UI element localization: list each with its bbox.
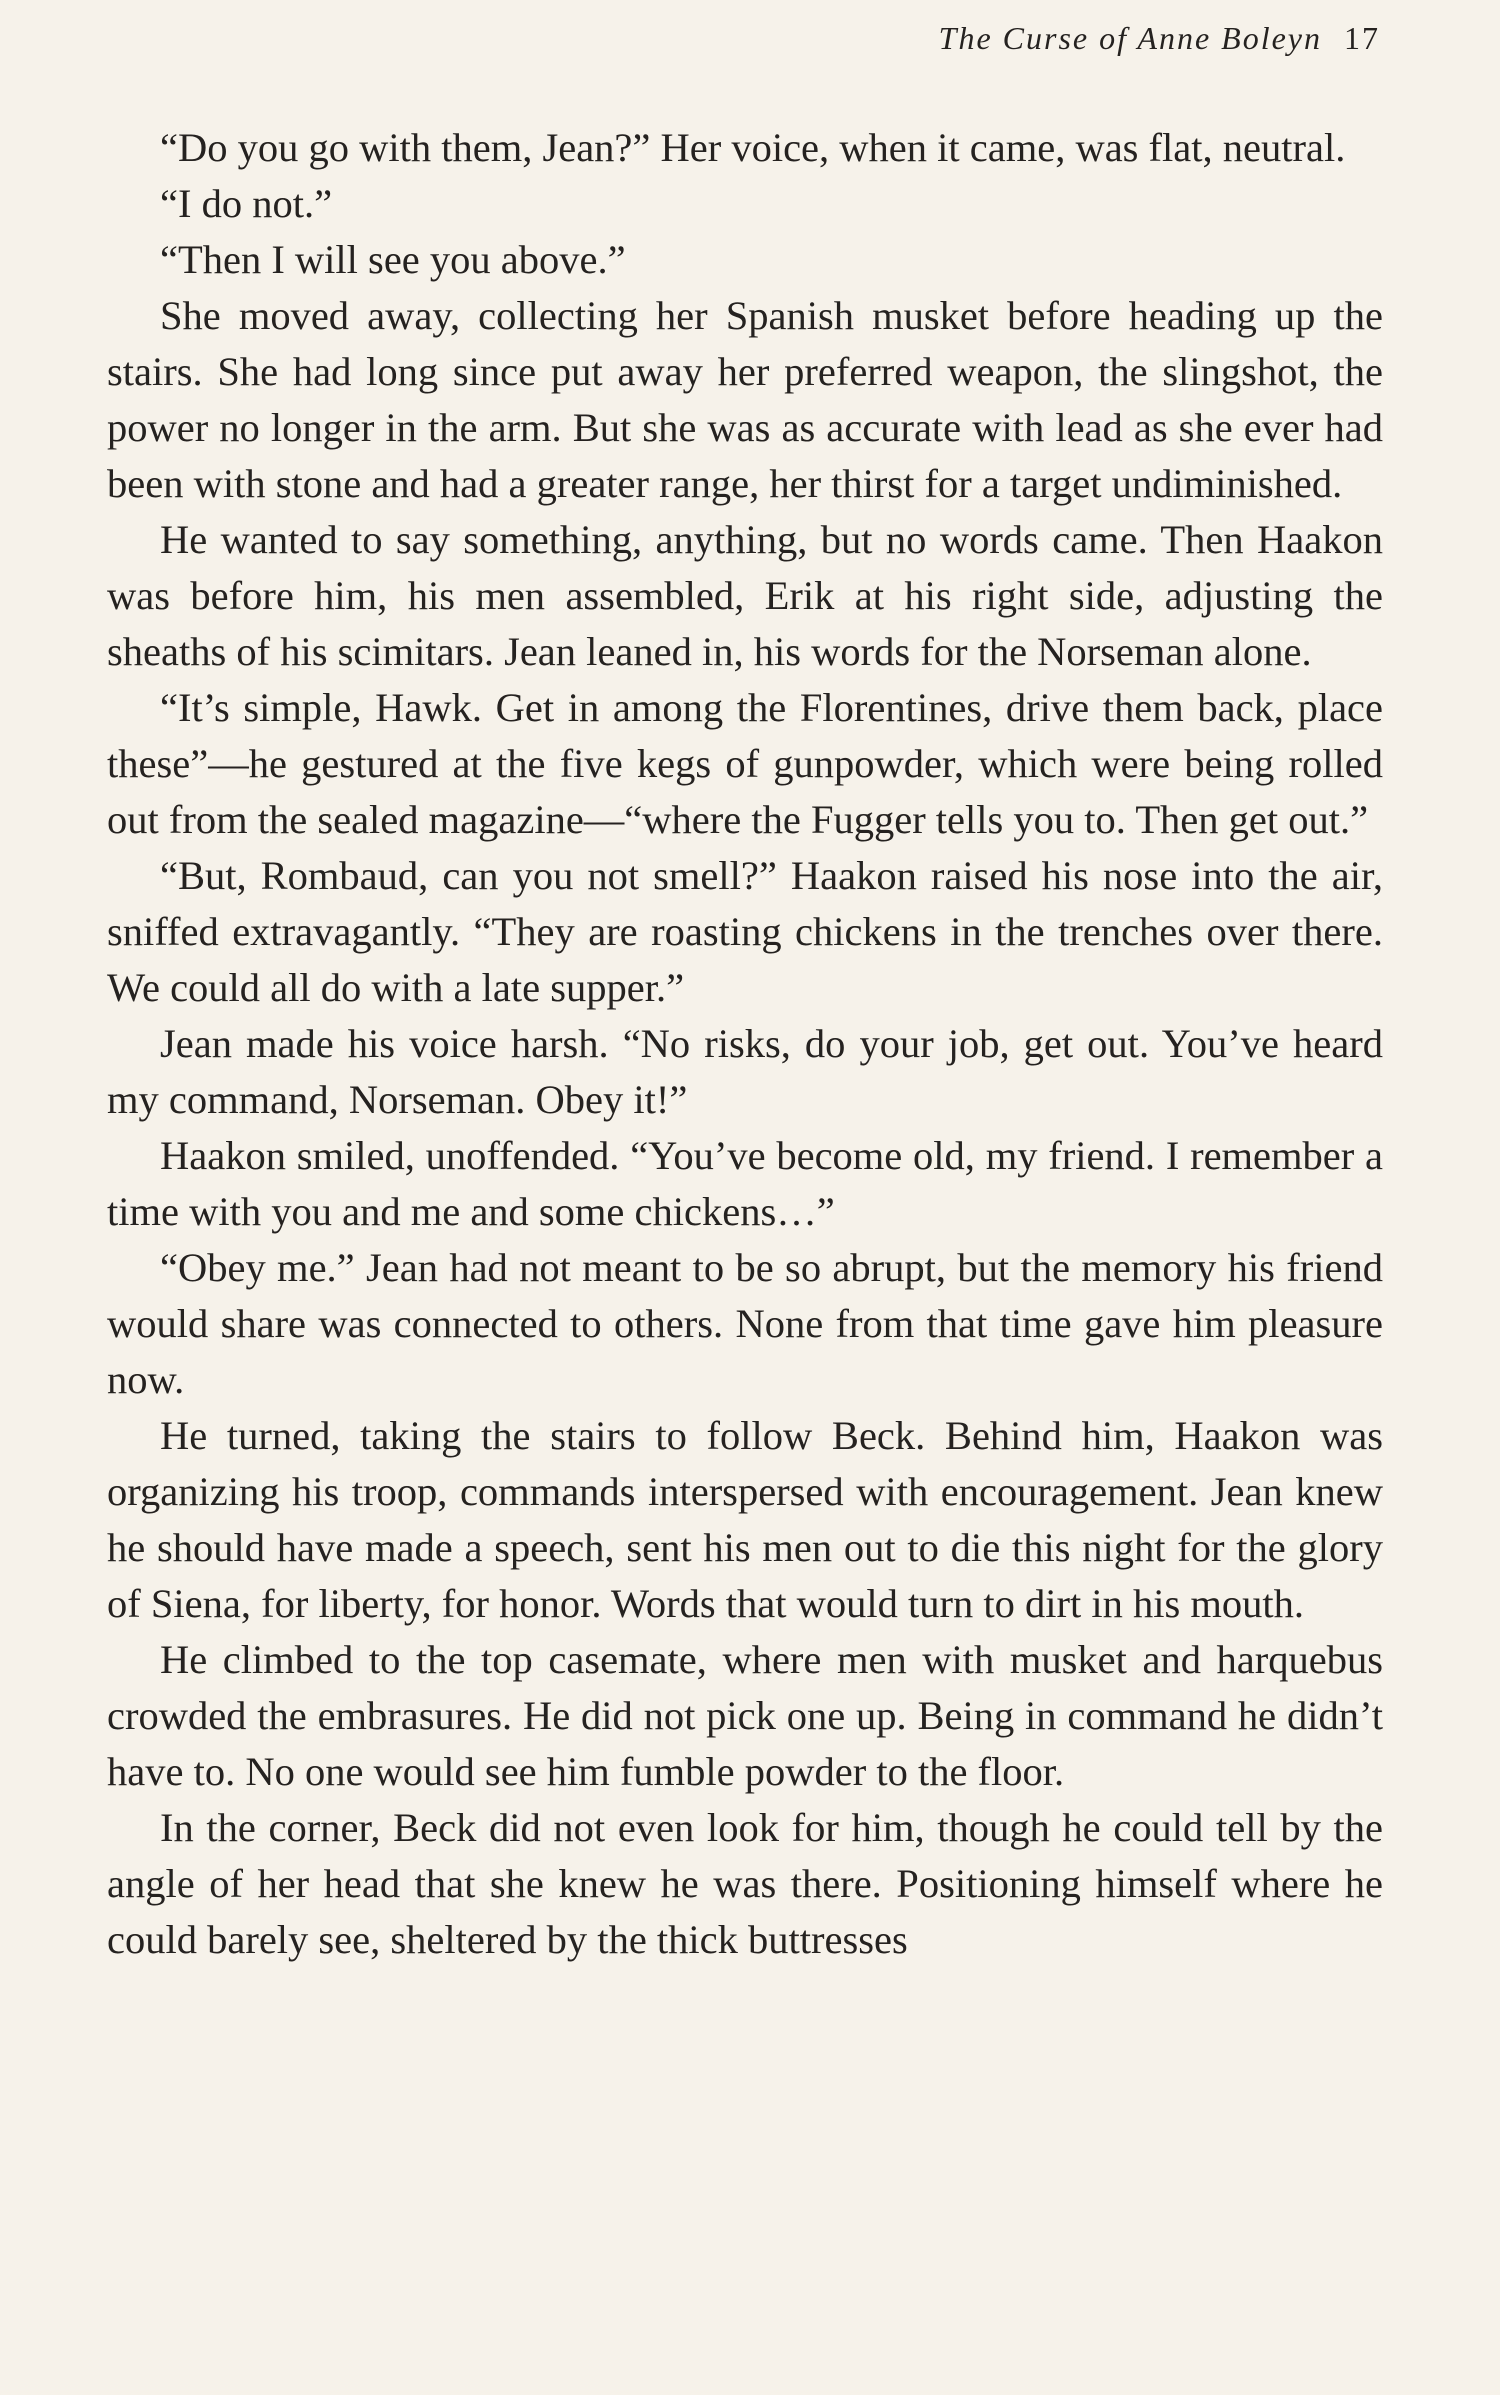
paragraph: “Obey me.” Jean had not meant to be so abrupt, but the memory his friend would share was connected to others. None from that time gave him pleasure now. — [107, 1245, 1383, 1402]
paragraph: Haakon smiled, unoffended. “You’ve become old, my friend. I remember a time with you and me and some chickens…” — [107, 1133, 1383, 1234]
paragraph: “Then I will see you above.” — [160, 237, 626, 282]
paragraph: “It’s simple, Hawk. Get in among the Florentines, drive them back, place these”—he gestured at the five kegs of gunpowder, which were being rolled out from the sealed magazine—“where the Fugger tells you to. Then get out.” — [107, 685, 1383, 842]
running-head — [939, 20, 1380, 57]
paragraph: “Do you go with them, Jean?” Her voice, when it came, was flat, neutral. — [160, 125, 1346, 170]
body-text — [107, 120, 1383, 1968]
page-number: 17 — [1344, 20, 1380, 56]
paragraph: “But, Rombaud, can you not smell?” Haakon raised his nose into the air, sniffed extravagantly. “They are roasting chickens in the trenches over there. We could all do with a late supper.” — [107, 853, 1383, 1010]
paragraph: He turned, taking the stairs to follow Beck. Behind him, Haakon was organizing his troop, commands interspersed with encouragement. Jean knew he should have made a speech, sent his men out to die this night for the glory of Siena, for liberty, for honor. Words that would turn to dirt in his mouth. — [107, 1413, 1383, 1626]
paragraph: Jean made his voice harsh. “No risks, do your job, get out. You’ve heard my command, Norseman. Obey it!” — [107, 1021, 1383, 1122]
paragraph: In the corner, Beck did not even look for him, though he could tell by the angle of her head that she knew he was there. Positioning himself where he could barely see, sheltered by the thick buttresses — [107, 1805, 1383, 1962]
paragraph: He wanted to say something, anything, but no words came. Then Haakon was before him, his men assembled, Erik at his right side, adjusting the sheaths of his scimitars. Jean leaned in, his words for the Norseman alone. — [107, 517, 1383, 674]
book-title: The Curse of Anne Boleyn — [938, 20, 1322, 56]
paragraph: “I do not.” — [160, 181, 333, 226]
paragraph: He climbed to the top casemate, where men with musket and harquebus crowded the embrasures. He did not pick one up. Being in command he didn’t have to. No one would see him fumble powder to the floor. — [107, 1637, 1383, 1794]
paragraph: She moved away, collecting her Spanish musket before heading up the stairs. She had long since put away her preferred weapon, the slingshot, the power no longer in the arm. But she was as accurate with lead as she ever had been with stone and had a greater range, her thirst for a target undiminished. — [107, 293, 1383, 506]
